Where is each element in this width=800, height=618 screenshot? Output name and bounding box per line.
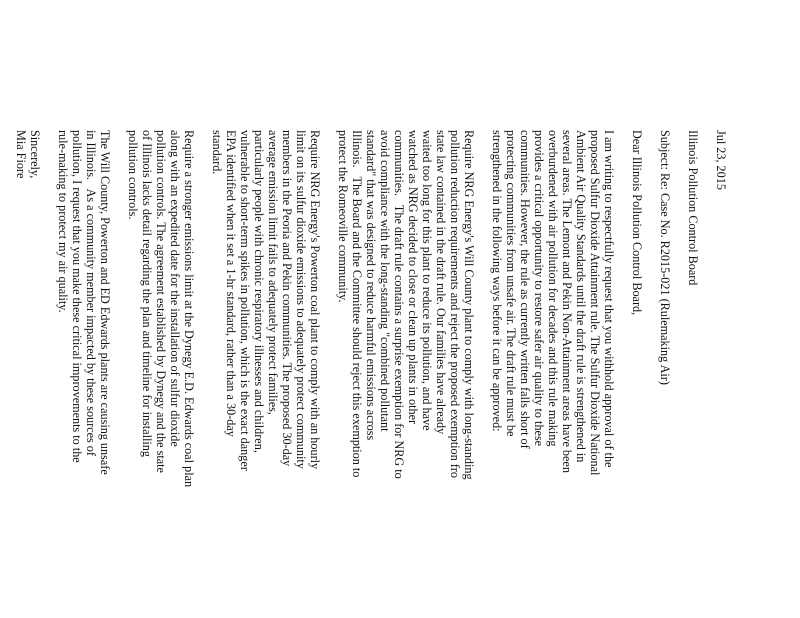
paragraph-line: Illinois. The Board and the Committee should reject this exemption to: [350, 130, 364, 478]
paragraph-line: several areas. The Lemont and Pekin Non-Attainment areas have been: [560, 130, 574, 473]
paragraph-line: I am writing to respectfully request that you withhold approval of the: [602, 130, 616, 468]
paragraph-line: proposed Sulfur Dioxide Attainment rule. The Sulfur Dioxide National: [588, 130, 602, 476]
paragraph-line: members in the Peoria and Pekin communities. The proposed 30-day: [280, 130, 294, 467]
paragraph-line: standard" that was designed to reduce harmful emissions across: [364, 130, 378, 441]
paragraph-line: Require NRG Energy's Powerton coal plant to comply with an hourly: [308, 130, 322, 470]
paragraph-line: strengthened in the following ways before it can be approved:: [490, 130, 504, 432]
paragraph-line: limit on its sulfur dioxide emissions to adequately protect community: [294, 130, 308, 469]
salutation: Dear Illinois Pollution Control Board,: [630, 130, 644, 316]
letter-date: Jul 23, 2015: [714, 130, 728, 190]
paragraph-line: pollution controls.: [126, 130, 140, 220]
paragraph-line: of Illinois lacks detail regarding the plan and timeline for installing: [140, 130, 154, 457]
paragraph-line: state law contained in the draft rule. Our families have already: [434, 130, 448, 435]
paragraph-3: [210, 130, 322, 618]
paragraph-5: [56, 130, 112, 618]
paragraph-line: communities. However, the rule as currently written falls short of: [518, 130, 532, 449]
paragraph-2: [336, 130, 476, 618]
paragraph-line: watched as NRG decided to close or clean up plants in other: [406, 130, 420, 425]
paragraph-line: pollution reduction requirements and reject the proposed exemption fro: [448, 130, 462, 478]
paragraph-line: waited too long for this plant to reduce its pollution, and have: [420, 130, 434, 431]
signature: Mia Fiore: [14, 130, 28, 179]
paragraph-line: in Illinois. As a community member impacted by these sources of: [84, 130, 98, 456]
paragraph-line: communities. The draft rule contains a surprise exemption for NRG to: [392, 130, 406, 479]
paragraph-line: Require a stronger emissions limit at the Dynegy E.D. Edwards coal plan: [182, 130, 196, 488]
paragraph-line: particularly people with chronic respiratory illnesses and children,: [252, 130, 266, 453]
paragraph-1: [490, 130, 616, 618]
paragraph-4: [126, 130, 196, 618]
paragraph-line: avoid compliance with the long-standing "combined pollutant: [378, 130, 392, 432]
paragraph-line: pollution controls. The agreement established by Dynegy and the state: [154, 130, 168, 473]
paragraph-line: Ambient Air Quality Standards until the draft rule is strengthened in: [574, 130, 588, 463]
subject-line: Subject: Re: Case No. R2015-021 (Rulemaking Air): [658, 130, 672, 385]
paragraph-line: protect the Romeoville community.: [336, 130, 350, 303]
paragraph-line: rule-making to protect my air quality.: [56, 130, 70, 313]
letter-body-rotated: [0, 130, 728, 618]
paragraph-line: The Will County, Powerton and ED Edwards plants are causing unsafe: [98, 130, 112, 475]
paragraph-line: Require NRG Energy's Will County plant to comply with long-standing: [462, 130, 476, 480]
paragraph-line: pollution, I request that you make these critical improvements to the: [70, 130, 84, 463]
paragraph-line: average emission limit fails to adequately protect families,: [266, 130, 280, 415]
paragraph-line: provides a critical opportunity to restore safer air quality to these: [532, 130, 546, 447]
paragraph-line: overburdened with air pollution for decades and this rule making: [546, 130, 560, 447]
closing: Sincerely,: [28, 130, 42, 179]
paragraph-line: protecting communities from unsafe air. The draft rule must be: [504, 130, 518, 437]
recipient: Illinois Pollution Control Board: [686, 130, 700, 286]
paragraph-line: EPA identified when it set a 1-hr standard, rather than a 30-day: [224, 130, 238, 437]
paragraph-line: standard.: [210, 130, 224, 175]
paragraph-line: along with an expedited date for the installation of sulfur dioxide: [168, 130, 182, 447]
paragraph-line: vulnerable to short-term spikes in pollution, which is the exact danger: [238, 130, 252, 471]
